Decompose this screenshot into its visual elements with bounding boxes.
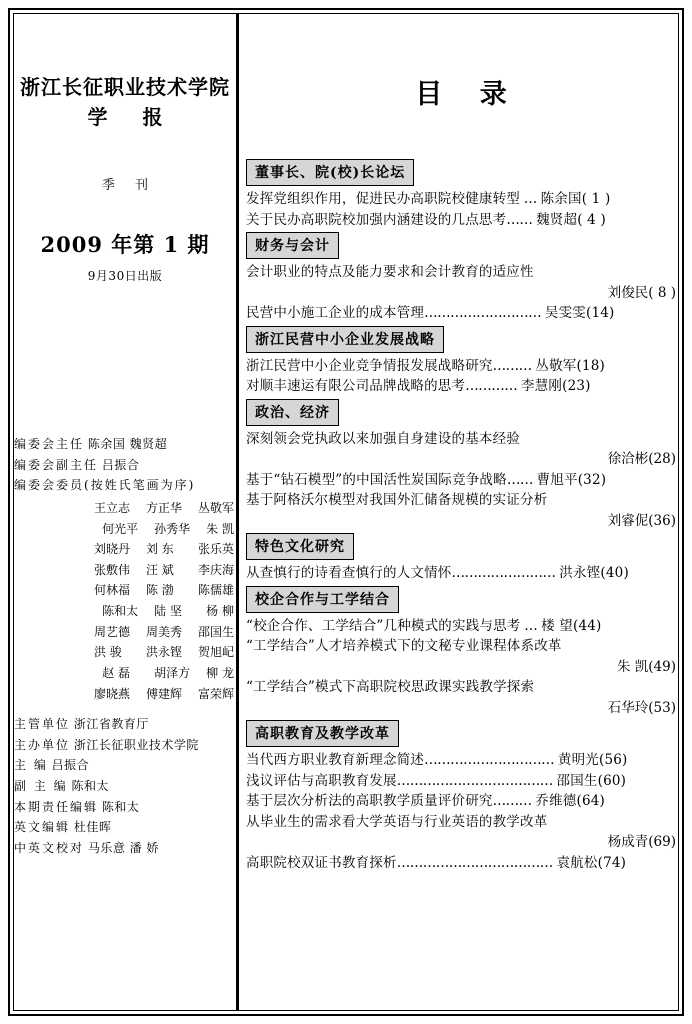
toc-section [246, 326, 676, 397]
entry-page: (32) [577, 471, 607, 488]
editorial-staff-top [14, 434, 236, 496]
toc-entry[interactable] [246, 677, 676, 698]
toc-section [246, 232, 676, 324]
staff-label: 中英文校对 [14, 840, 85, 855]
staff-value: 浙江省教育厅 [73, 717, 149, 732]
board-name: 李庆海 [197, 562, 234, 577]
entry-leader: … [520, 617, 542, 634]
staff-value: 杜佳晖 [73, 820, 112, 835]
entry-page: (69) [648, 834, 676, 851]
entry-page: (28) [648, 451, 676, 468]
masthead-column [14, 14, 236, 1010]
entry-page: ( 1 ) [581, 191, 611, 207]
board-name: 陈儒雄 [197, 583, 234, 598]
toc-entry[interactable] [246, 356, 676, 377]
entry-title: 发挥党组织作用，促进民办高职院校健康转型 [246, 191, 520, 207]
toc-entry[interactable] [246, 189, 676, 210]
board-name: 刘 东 [145, 542, 174, 557]
toc-entry[interactable] [246, 429, 676, 450]
toc-entry[interactable] [246, 376, 676, 397]
staff-row [14, 455, 236, 476]
entry-page: (18) [576, 357, 606, 374]
staff-row [14, 776, 236, 797]
board-name-row [14, 519, 234, 540]
toc-entry[interactable] [246, 303, 676, 324]
entry-title: 基于阿格沃尔模型对我国外汇储备规模的实证分析 [246, 492, 548, 509]
entry-leader: ……………………… [424, 305, 545, 322]
board-name: 傅建辉 [145, 686, 182, 701]
entry-page: (40) [600, 565, 629, 582]
staff-label: 主 编 [14, 758, 48, 773]
board-name: 刘晓丹 [93, 542, 130, 557]
staff-label: 副 主 编 [14, 779, 68, 793]
toc-entry[interactable] [246, 262, 676, 283]
toc-section [246, 586, 676, 719]
board-name: 周美秀 [145, 624, 182, 639]
staff-row [14, 714, 236, 735]
toc-entry-continuation[interactable] [246, 449, 676, 470]
journal-title-line2: 学 报 [87, 105, 177, 129]
table-of-contents-column [246, 14, 676, 1010]
board-name: 朱 凯 [206, 521, 234, 536]
board-name: 洪 骏 [93, 645, 122, 660]
entry-author: 洪永铿 [559, 565, 601, 582]
toc-entry[interactable] [246, 636, 676, 657]
board-name: 杨 柳 [206, 604, 234, 618]
staff-label: 编委会委员(按姓氏笔画为序) [14, 478, 196, 493]
entry-author: 邵国生 [556, 772, 598, 789]
entry-leader: …… [506, 471, 537, 488]
board-name: 邵国生 [197, 624, 234, 639]
entry-title: “工学结合”模式下高职院校思政课实践教学探索 [246, 679, 535, 696]
entry-page: (53) [648, 699, 676, 716]
journal-title [14, 72, 236, 132]
entry-author: 杨成青 [607, 834, 649, 851]
staff-value: 陈和太 [101, 799, 140, 814]
entry-leader: ……………………………… [396, 854, 557, 871]
entry-page: (44) [573, 617, 602, 634]
entry-author: 乔维德 [535, 793, 577, 810]
staff-value: 吕振合 [101, 457, 140, 472]
periodicity-label: 季 刊 [101, 178, 157, 193]
entry-title: 对顺丰速运有限公司品牌战略的思考 [246, 378, 466, 395]
entry-author: 李慧刚 [521, 378, 563, 395]
entry-leader: ……… [492, 357, 536, 374]
board-name: 柳 龙 [206, 665, 234, 680]
entry-title: 关于民办高职院校加强内涵建设的几点思考 [246, 211, 507, 228]
toc-entry[interactable] [246, 750, 676, 771]
entry-page: (36) [648, 512, 676, 529]
board-name-row [14, 663, 234, 684]
toc-section [246, 399, 676, 532]
board-name: 张敷伟 [93, 562, 130, 577]
staff-label: 主办单位 [14, 737, 71, 752]
toc-entry[interactable] [246, 616, 676, 637]
entry-author: 袁航松 [556, 854, 598, 871]
staff-value: 马乐意 潘 娇 [87, 840, 159, 855]
board-name: 廖晓燕 [93, 686, 130, 701]
staff-label: 英文编辑 [14, 820, 71, 835]
entry-author: 刘俊民 [607, 284, 649, 301]
entry-title: 深刻领会党执政以来加强自身建设的基本经验 [246, 430, 520, 447]
toc-entry-continuation[interactable] [246, 657, 676, 678]
entry-title: 浅议评估与高职教育发展 [246, 772, 397, 789]
board-name-row [14, 560, 234, 581]
section-heading: 浙江民营中小企业发展战略 [246, 326, 444, 353]
board-name: 方正华 [145, 500, 182, 515]
column-divider [236, 13, 239, 1011]
board-name: 陆 坚 [154, 604, 182, 618]
section-heading: 财务与会计 [246, 232, 339, 259]
toc-section [246, 720, 676, 873]
entry-page: (60) [597, 772, 627, 789]
entry-leader: ………………………… [424, 752, 558, 769]
board-name-row [14, 580, 234, 601]
entry-title: 从查慎行的诗看查慎行的人文情怀 [246, 565, 452, 582]
entry-title: 高职院校双证书教育探析 [246, 854, 397, 871]
board-name: 丛敬军 [197, 500, 234, 515]
entry-author: 魏贤超 [536, 211, 578, 228]
entry-author: 徐洽彬 [607, 451, 649, 468]
entry-page: (23) [562, 378, 591, 395]
entry-title: 当代西方职业教育新理念简述 [246, 752, 425, 769]
staff-row [14, 797, 236, 818]
section-heading: 高职教育及教学改革 [246, 720, 399, 747]
board-name: 周艺德 [93, 624, 130, 639]
board-name: 何光平 [102, 521, 139, 536]
publisher-info [14, 714, 236, 858]
entry-author: 朱 凯 [616, 658, 649, 675]
section-heading: 特色文化研究 [246, 533, 354, 560]
entry-page: ( 8 ) [648, 284, 676, 301]
entry-page: (14) [586, 305, 615, 322]
staff-value: 浙江长征职业技术学院 [73, 737, 199, 752]
entry-page: (64) [576, 793, 606, 810]
entry-author: 黄明光 [557, 752, 600, 769]
board-name: 汪 斌 [145, 562, 174, 577]
board-name: 孙秀华 [154, 521, 191, 536]
section-heading: 校企合作与工学结合 [246, 586, 399, 613]
board-name-row [14, 498, 234, 519]
staff-row [14, 838, 236, 859]
toc-entry[interactable] [246, 771, 676, 792]
entry-leader: …………………… [451, 565, 560, 582]
entry-author: 曹旭平 [536, 471, 578, 488]
section-heading: 董事长、院(校)长论坛 [246, 159, 414, 186]
toc-entry[interactable] [246, 470, 676, 491]
page-title: 目 录 [415, 79, 521, 110]
entry-title: “校企合作、工学结合”几种模式的实践与思考 [246, 617, 521, 634]
board-name: 赵 磊 [102, 665, 130, 680]
entry-author: 楼 望 [541, 617, 574, 634]
toc-entry-continuation[interactable] [246, 511, 676, 532]
staff-label: 本期责任编辑 [14, 799, 99, 814]
staff-label: 编委会主任 [14, 437, 85, 451]
entry-title: 基于层次分析法的高职教学质量评价研究 [246, 793, 493, 810]
board-name-row [14, 622, 234, 643]
toc-entry[interactable] [246, 490, 676, 511]
entry-leader: ……………………………… [396, 772, 557, 789]
entry-leader: ………… [465, 378, 521, 395]
staff-label: 编委会副主任 [14, 457, 99, 472]
entry-title: 民营中小施工企业的成本管理 [246, 305, 425, 322]
entry-title: 从毕业生的需求看大学英语与行业英语的教学改革 [246, 813, 548, 830]
staff-row [14, 817, 236, 838]
entry-author: 吴雯雯 [544, 305, 587, 322]
journal-title-line1: 浙江长征职业技术学院 [20, 75, 230, 99]
entry-page: (49) [648, 658, 676, 675]
staff-row [14, 755, 236, 776]
staff-value: 陈余国 魏贤超 [87, 437, 168, 451]
toc-entry[interactable] [246, 791, 676, 812]
toc-entry-continuation[interactable] [246, 698, 676, 719]
section-heading: 政治、经济 [246, 399, 339, 426]
board-name: 何林福 [93, 583, 130, 598]
entry-leader: …… [506, 211, 537, 228]
entry-page: (74) [597, 854, 627, 871]
board-name: 贺旭屺 [197, 645, 234, 660]
board-name: 张乐英 [197, 542, 234, 557]
board-name: 胡泽方 [154, 665, 191, 680]
entry-author: 石华玲 [607, 699, 649, 716]
staff-value: 吕振合 [51, 758, 90, 773]
entry-author: 丛敬军 [535, 357, 577, 374]
toc-section [246, 533, 676, 584]
board-name-row [14, 539, 234, 560]
toc-entry-continuation[interactable] [246, 283, 676, 304]
issue-label: 2009 年第 1 期 [40, 232, 210, 257]
entry-author: 刘睿伲 [607, 512, 649, 529]
board-name-row [14, 601, 234, 622]
entry-title: 浙江民营中小企业竞争情报发展战略研究 [246, 357, 493, 374]
board-name: 洪永铿 [145, 645, 182, 660]
entry-page: (56) [599, 752, 628, 769]
staff-value: 陈和太 [71, 779, 109, 793]
entry-leader: … [520, 191, 541, 207]
toc-entry[interactable] [246, 210, 676, 231]
board-name: 富荣辉 [197, 686, 234, 701]
board-name-row [14, 642, 234, 663]
board-name: 王立志 [93, 500, 130, 515]
toc-entry[interactable] [246, 812, 676, 833]
staff-label: 主管单位 [14, 717, 71, 732]
entry-leader: ……… [492, 793, 536, 810]
board-name: 陈和太 [102, 604, 139, 618]
staff-row [14, 434, 236, 455]
entry-title: 会计职业的特点及能力要求和会计教育的适应性 [246, 264, 534, 281]
toc-entry[interactable] [246, 853, 676, 874]
editorial-board-names [14, 498, 236, 704]
board-name-row [14, 684, 234, 705]
entry-page: ( 4 ) [577, 211, 606, 228]
toc-sections [246, 159, 676, 873]
staff-row [14, 735, 236, 756]
entry-author: 陈余国 [540, 191, 582, 207]
publication-date: 9月30日出版 [87, 269, 163, 283]
toc-entry[interactable] [246, 563, 676, 584]
board-name: 陈 渤 [145, 583, 174, 598]
staff-row [14, 475, 236, 496]
entry-title: 基于“钻石模型”的中国活性炭国际竞争战略 [246, 471, 507, 488]
entry-title: “工学结合”人才培养模式下的文秘专业课程体系改革 [246, 638, 562, 655]
toc-entry-continuation[interactable] [246, 832, 676, 853]
toc-section [246, 159, 676, 230]
